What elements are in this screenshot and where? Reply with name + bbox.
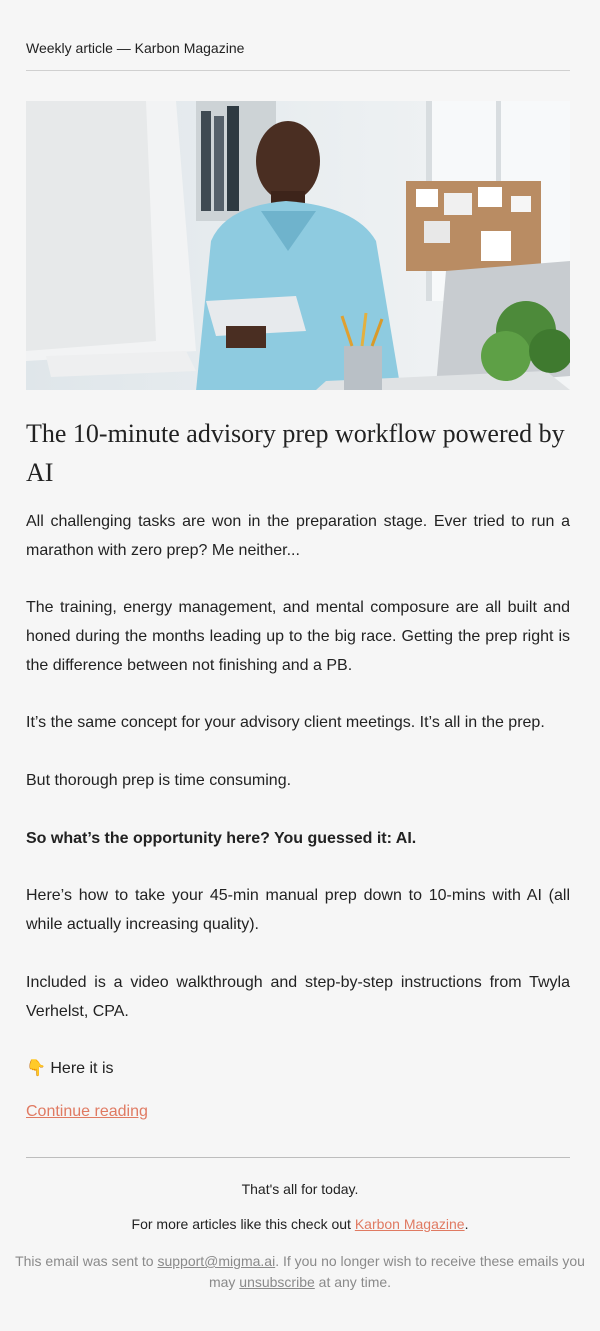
paragraph-how: Here’s how to take your 45-min manual prep down to 10-mins with AI (all while actually increasing quality).	[26, 887, 570, 933]
paragraph-included: Included is a video walkthrough and step-by-step instructions from Twyla Verhelst, CPA.	[26, 974, 570, 1020]
support-email-link[interactable]: support@migma.ai	[157, 1253, 276, 1269]
newsletter-header: Weekly article — Karbon Magazine	[26, 40, 245, 56]
paragraph-time: But thorough prep is time consuming.	[26, 772, 292, 789]
header-divider	[26, 70, 570, 71]
footer-divider	[26, 1157, 570, 1158]
footer-more-suffix: .	[464, 1216, 469, 1232]
unsubscribe-link[interactable]: unsubscribe	[239, 1274, 315, 1290]
legal-middle: . If you no longer wish to receive these emails you may	[208, 1253, 585, 1290]
paragraph-intro: All challenging tasks are won in the preparation stage. Ever tried to run a marathon with zero prep? Me neither...	[26, 513, 570, 559]
footer-legal	[12, 1251, 588, 1293]
paragraph-training: The training, energy management, and mental composure are all built and honed during the months leading up to the big race. Getting the prep right is the difference between not finishing and a PB.	[26, 599, 570, 674]
footer-more-prefix: For more articles like this check out	[131, 1216, 355, 1232]
paragraph-advisory: It’s the same concept for your advisory client meetings. It’s all in the prep.	[26, 714, 545, 731]
legal-suffix: at any time.	[314, 1274, 392, 1290]
footer-more-articles	[0, 1214, 600, 1235]
legal-prefix: This email was sent to	[15, 1253, 158, 1269]
footer-thanks: That's all for today.	[241, 1181, 359, 1197]
paragraph-opportunity: So what’s the opportunity here? You guessed it: AI.	[26, 830, 417, 847]
continue-reading-link[interactable]: Continue reading	[26, 1103, 148, 1120]
karbon-magazine-link[interactable]: Karbon Magazine	[354, 1216, 465, 1232]
article-title: The 10-minute advisory prep workflow powered by AI	[26, 419, 565, 487]
paragraph-here-it-is: 👇 Here it is	[26, 1060, 114, 1077]
hero-image	[26, 101, 570, 390]
